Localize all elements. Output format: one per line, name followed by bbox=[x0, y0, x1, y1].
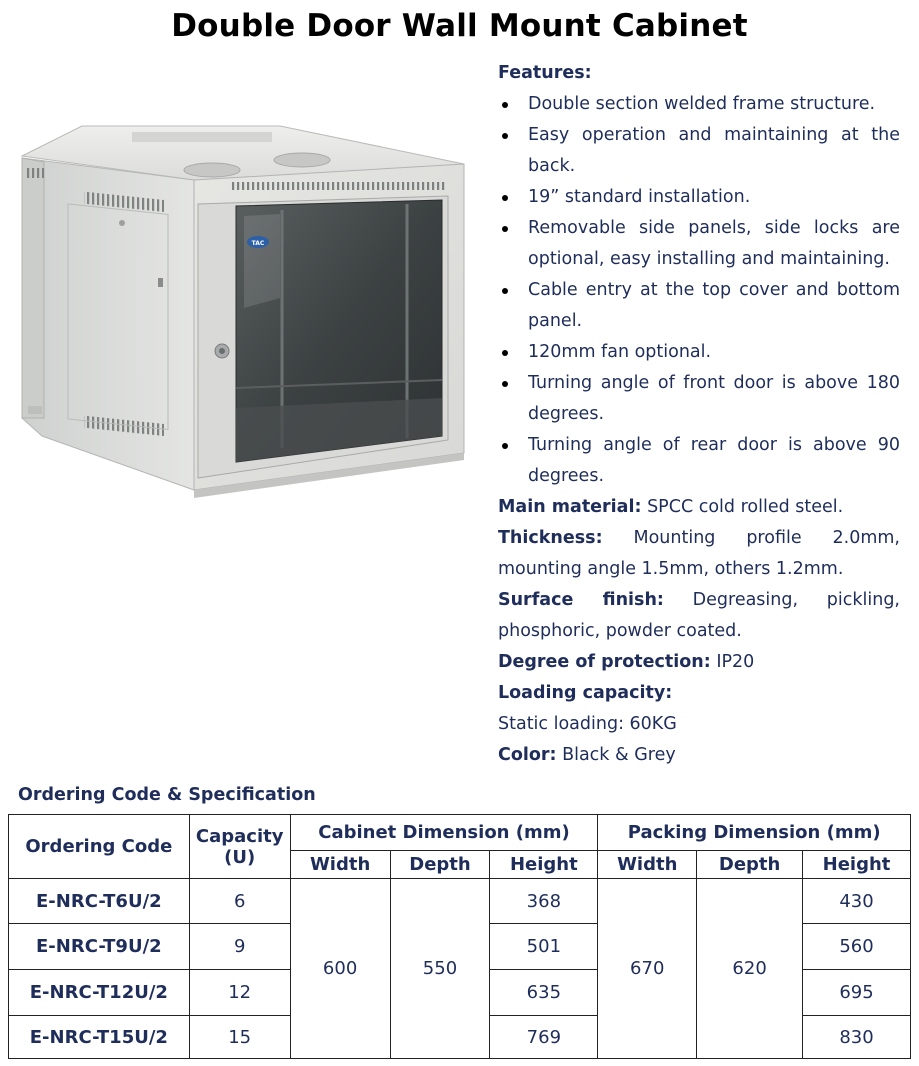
feature-text: 120mm fan optional. bbox=[528, 342, 712, 362]
capacity-cell: 15 bbox=[189, 1016, 290, 1059]
surface-finish bbox=[498, 585, 900, 616]
protection-label: Degree of protection: bbox=[498, 652, 711, 672]
cabinet-height-cell: 368 bbox=[490, 879, 598, 924]
header-packing-width: Width bbox=[598, 851, 697, 879]
ordering-code-cell: E-NRC-T9U/2 bbox=[9, 924, 190, 970]
feature-text: Easy operation and maintaining at the bbox=[528, 125, 900, 145]
ordering-heading: Ordering Code & Specification bbox=[18, 785, 316, 805]
packing-height-cell: 560 bbox=[803, 924, 911, 970]
static-loading: Static loading: 60KG bbox=[498, 714, 677, 734]
thickness-label: Thickness: bbox=[498, 528, 603, 548]
header-capacity-unit: (U) bbox=[224, 846, 256, 868]
feature-text: Turning angle of front door is above 180 bbox=[528, 373, 900, 393]
ordering-code-cell: E-NRC-T6U/2 bbox=[9, 879, 190, 924]
page-title: Double Door Wall Mount Cabinet bbox=[171, 8, 748, 44]
packing-height-cell: 830 bbox=[803, 1016, 911, 1059]
feature-item bbox=[498, 368, 900, 430]
surface-finish-value: Degreasing, pickling, bbox=[692, 590, 900, 610]
color bbox=[498, 740, 900, 771]
bullet-icon bbox=[502, 443, 508, 449]
feature-item bbox=[498, 430, 900, 492]
header-cabinet-dimension: Cabinet Dimension (mm) bbox=[290, 815, 598, 851]
surface-finish-value-cont: phosphoric, powder coated. bbox=[498, 621, 742, 641]
cabinet-height-cell: 769 bbox=[490, 1016, 598, 1059]
thickness-value: Mounting profile 2.0mm, bbox=[633, 528, 900, 548]
packing-height-cell: 695 bbox=[803, 970, 911, 1016]
feature-item bbox=[498, 213, 900, 275]
bullet-icon bbox=[502, 226, 508, 232]
feature-text-cont: degrees. bbox=[528, 404, 605, 424]
ordering-table bbox=[8, 814, 911, 1059]
cabinet-height-cell: 501 bbox=[490, 924, 598, 970]
table-row bbox=[9, 879, 911, 924]
protection-value: IP20 bbox=[710, 652, 755, 672]
feature-item bbox=[498, 182, 900, 213]
cabinet-depth-cell: 550 bbox=[390, 879, 490, 1059]
feature-text: Double section welded frame structure. bbox=[528, 94, 876, 114]
feature-text-cont: back. bbox=[528, 156, 576, 176]
bullet-icon bbox=[502, 102, 508, 108]
degree-of-protection bbox=[498, 647, 900, 678]
bullet-icon bbox=[502, 350, 508, 356]
packing-depth-cell: 620 bbox=[697, 879, 803, 1059]
feature-item bbox=[498, 337, 900, 368]
thickness-value-cont: mounting angle 1.5mm, others 1.2mm. bbox=[498, 559, 844, 579]
header-capacity-label: Capacity bbox=[195, 825, 284, 847]
features-list bbox=[498, 89, 900, 492]
feature-text-cont: optional, easy installing and maintaining. bbox=[528, 249, 890, 269]
feature-text-cont: panel. bbox=[528, 311, 583, 331]
feature-item bbox=[498, 120, 900, 182]
feature-text: Removable side panels, side locks are bbox=[528, 218, 900, 238]
main-material-value: SPCC cold rolled steel. bbox=[641, 497, 844, 517]
capacity-cell: 9 bbox=[189, 924, 290, 970]
bullet-icon bbox=[502, 381, 508, 387]
main-material bbox=[498, 492, 900, 523]
bullet-icon bbox=[502, 288, 508, 294]
feature-item bbox=[498, 89, 900, 120]
capacity-cell: 12 bbox=[189, 970, 290, 1016]
header-capacity bbox=[189, 815, 290, 879]
cabinet-product-image bbox=[12, 118, 482, 503]
header-packing-height: Height bbox=[803, 851, 911, 879]
loading-capacity-label: Loading capacity: bbox=[498, 683, 673, 703]
header-cabinet-width: Width bbox=[290, 851, 390, 879]
surface-finish-label: Surface finish: bbox=[498, 590, 664, 610]
header-packing-depth: Depth bbox=[697, 851, 803, 879]
header-ordering-code: Ordering Code bbox=[9, 815, 190, 879]
feature-item bbox=[498, 275, 900, 337]
packing-width-cell: 670 bbox=[598, 879, 697, 1059]
header-cabinet-depth: Depth bbox=[390, 851, 490, 879]
ordering-code-cell: E-NRC-T15U/2 bbox=[9, 1016, 190, 1059]
cabinet-width-cell: 600 bbox=[290, 879, 390, 1059]
header-packing-dimension: Packing Dimension (mm) bbox=[598, 815, 911, 851]
capacity-cell: 6 bbox=[189, 879, 290, 924]
feature-text: 19” standard installation. bbox=[528, 187, 751, 207]
bullet-icon bbox=[502, 133, 508, 139]
features-heading: Features: bbox=[498, 63, 592, 83]
specification-panel bbox=[498, 58, 900, 771]
thickness bbox=[498, 523, 900, 554]
feature-text: Cable entry at the top cover and bottom bbox=[528, 280, 900, 300]
ordering-code-cell: E-NRC-T12U/2 bbox=[9, 970, 190, 1016]
bullet-icon bbox=[502, 195, 508, 201]
main-material-label: Main material: bbox=[498, 497, 642, 517]
feature-text: Turning angle of rear door is above 90 bbox=[528, 435, 900, 455]
feature-text-cont: degrees. bbox=[528, 466, 605, 486]
cabinet-height-cell: 635 bbox=[490, 970, 598, 1016]
table-header-row bbox=[9, 815, 911, 851]
color-value: Black & Grey bbox=[556, 745, 676, 765]
color-label: Color: bbox=[498, 745, 557, 765]
packing-height-cell: 430 bbox=[803, 879, 911, 924]
cabinet-logo: TAC bbox=[251, 240, 265, 247]
header-cabinet-height: Height bbox=[490, 851, 598, 879]
